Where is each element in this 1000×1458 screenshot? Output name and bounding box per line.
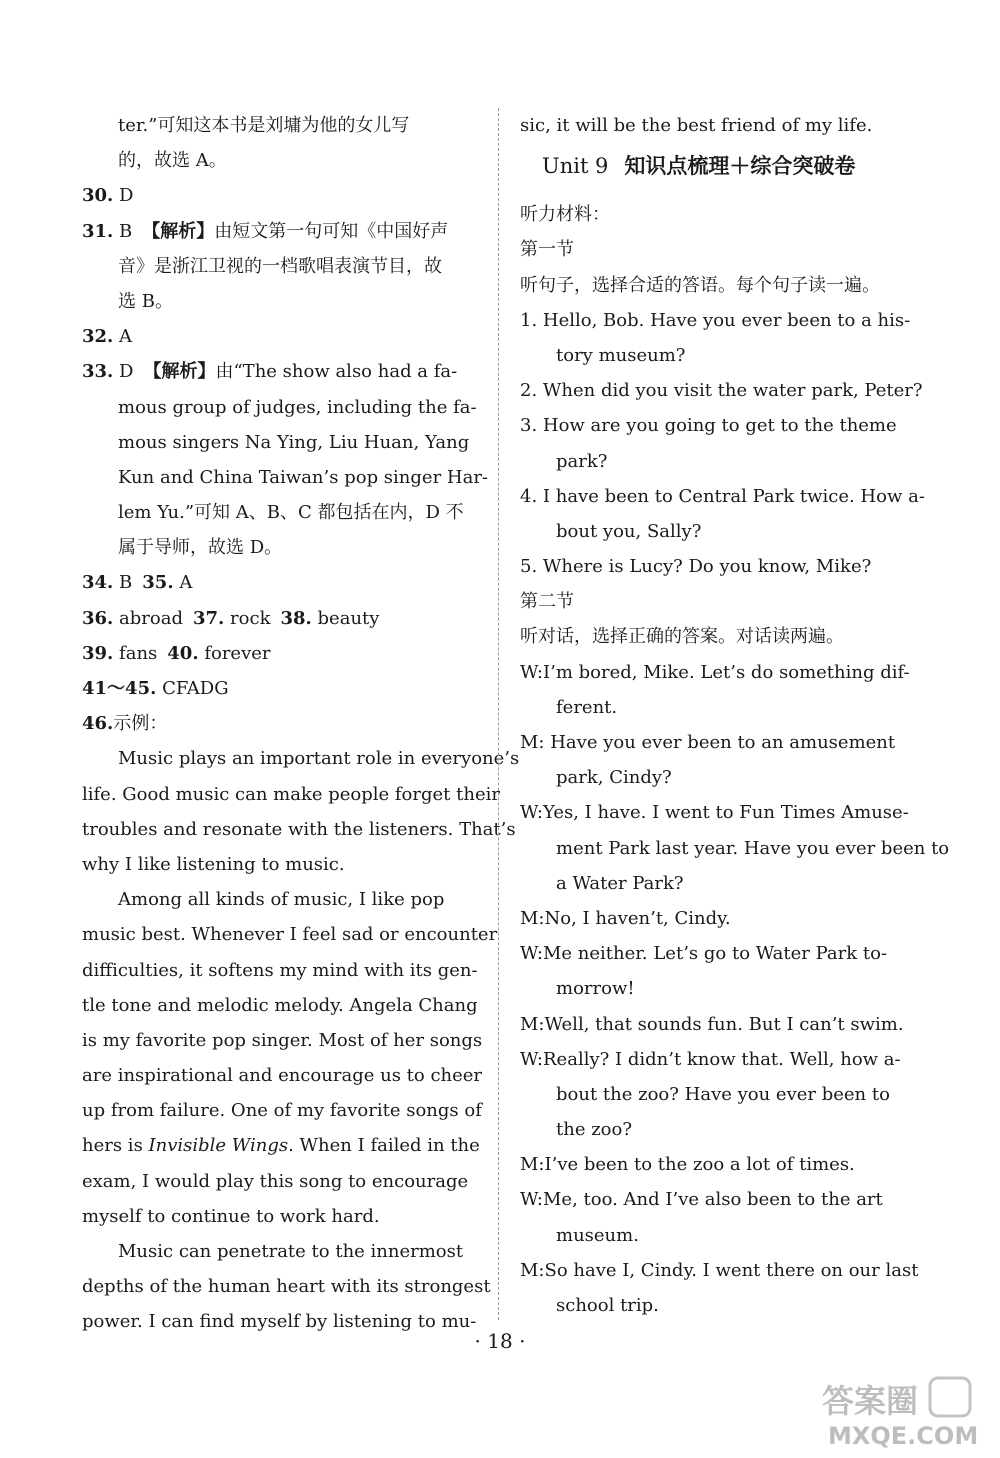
dialogue-line: the zoo? (556, 1119, 633, 1141)
dialogue-line: bout the zoo? Have you ever been to (556, 1083, 890, 1105)
listening-item: bout you, Sally? (556, 520, 702, 542)
dialogue-line: M: Have you ever been to an amusement (520, 732, 896, 753)
dialogue-line: morrow! (556, 978, 635, 1000)
listening-item: 1. Hello, Bob. Have you ever been to a his- (520, 309, 911, 331)
watermark-line1: 答案圈 (822, 1382, 919, 1420)
song-title: Invisible Wings (148, 1135, 289, 1157)
left-column (82, 108, 520, 1340)
essay-line: difficulties, it softens my mind with its gen- (82, 959, 478, 981)
text-line: Kun and China Taiwan’s pop singer Har- (118, 466, 489, 488)
section-heading (520, 143, 910, 197)
essay-line: Music plays an important role in everyone’s (118, 748, 520, 770)
right-column (520, 108, 950, 1323)
dialogue-line: school trip. (556, 1295, 659, 1316)
dialogue-line: museum. (556, 1224, 639, 1246)
watermark-line2: MXQE.COM (828, 1422, 979, 1450)
listening-item: 5. Where is Lucy? Do you know, Mike? (520, 556, 872, 578)
unit-label: Unit 9 (542, 154, 609, 179)
dialogue-line: ment Park last year. Have you ever been to (556, 837, 950, 859)
text-line: 听句子，选择合适的答语。每个句子读一遍。 (520, 274, 880, 296)
page-number: · 18 · (474, 1329, 526, 1353)
text-line: ter.”可知这本书是刘墉为他的女儿写 (118, 115, 410, 136)
dialogue-line: a Water Park? (556, 872, 684, 894)
text-line: 的，故选 A。 (118, 150, 227, 172)
dialogue-line: M:Well, that sounds fun. But I can’t swim. (520, 1013, 904, 1035)
dialogue-line: W:Really? I didn’t know that. Well, how a- (520, 1048, 901, 1070)
answer-46: 46.示例： (82, 713, 168, 735)
text-line: 音》是浙江卫视的一档歌唱表演节目，故 (118, 255, 442, 277)
essay-line: music best. Whenever I feel sad or encounter (82, 924, 498, 946)
dialogue-line: W:Me neither. Let’s go to Water Park to- (520, 943, 888, 965)
section-title: 知识点梳理＋综合突破卷 (624, 153, 856, 179)
essay-line: Music can penetrate to the innermost (118, 1241, 464, 1262)
essay-line: life. Good music can make people forget their (82, 783, 500, 805)
essay-line: power. I can find myself by listening to mu- (82, 1311, 477, 1333)
text-line: mous singers Na Ying, Liu Huan, Yang (118, 431, 470, 453)
text-line: sic, it will be the best friend of my life. (520, 115, 873, 136)
listening-item: 2. When did you visit the water park, Peter? (520, 380, 923, 402)
dialogue-line: M:No, I haven’t, Cindy. (520, 907, 731, 929)
dialogue-line: W:Yes, I have. I went to Fun Times Amuse- (520, 802, 909, 824)
text-line: 听对话，选择正确的答案。对话读两遍。 (520, 626, 844, 648)
watermark-logo (818, 1376, 988, 1452)
text-line: lem Yu.”可知 A、B、C 都包括在内，D 不 (118, 502, 464, 524)
essay-line: why I like listening to music. (82, 853, 345, 875)
listening-item: park? (556, 450, 608, 472)
text-line: 第二节 (520, 591, 574, 613)
text-line: 属于导师，故选 D。 (118, 537, 283, 559)
answers-36-38: 36. abroad 37. rock 38. beauty (82, 607, 380, 629)
answer-33: 33. D 【解析】由“The show also had a fa- (82, 361, 458, 383)
listening-item: 3. How are you going to get to the theme (520, 415, 897, 437)
column-divider (498, 108, 499, 1320)
dialogue-line: ferent. (556, 696, 618, 718)
essay-line: depths of the human heart with its strongest (82, 1276, 491, 1298)
essay-line: hers is Invisible Wings. When I failed in the (82, 1135, 480, 1157)
dialogue-line: M:So have I, Cindy. I went there on our last (520, 1259, 919, 1281)
text-line: 选 B。 (118, 290, 173, 312)
essay-line: are inspirational and encourage us to cheer (82, 1065, 483, 1087)
essay-line: troubles and resonate with the listeners. That’s (82, 818, 516, 840)
answer-32: 32. A (82, 326, 133, 348)
essay-line: Among all kinds of music, I like pop (118, 889, 445, 911)
answers-39-40: 39. fans 40. forever (82, 642, 271, 664)
listening-item: tory museum? (556, 344, 686, 366)
listening-item: 4. I have been to Central Park twice. How a- (520, 485, 925, 507)
dialogue-line: M:I’ve been to the zoo a lot of times. (520, 1154, 855, 1176)
essay-line: tle tone and melodic melody. Angela Chang (82, 994, 478, 1016)
answer-30: 30. D (82, 185, 134, 207)
answer-31: 31. B 【解析】由短文第一句可知《中国好声 (82, 220, 449, 242)
essay-line: up from failure. One of my favorite songs of (82, 1100, 482, 1122)
text-line: 听力材料： (520, 204, 610, 226)
essay-line: is my favorite pop singer. Most of her songs (82, 1029, 483, 1051)
text-line: 第一节 (520, 239, 574, 261)
text-line: mous group of judges, including the fa- (118, 396, 477, 418)
answers-34-35: 34. B 35. A (82, 572, 193, 594)
dialogue-line: W:Me, too. And I’ve also been to the art (520, 1189, 883, 1211)
dialogue-line: W:I’m bored, Mike. Let’s do something dif- (520, 661, 910, 683)
answers-41-45: 41～45. CFADG (82, 678, 229, 699)
essay-line: myself to continue to work hard. (82, 1205, 380, 1227)
essay-line: exam, I would play this song to encourage (82, 1170, 469, 1192)
dialogue-line: park, Cindy? (556, 767, 672, 789)
